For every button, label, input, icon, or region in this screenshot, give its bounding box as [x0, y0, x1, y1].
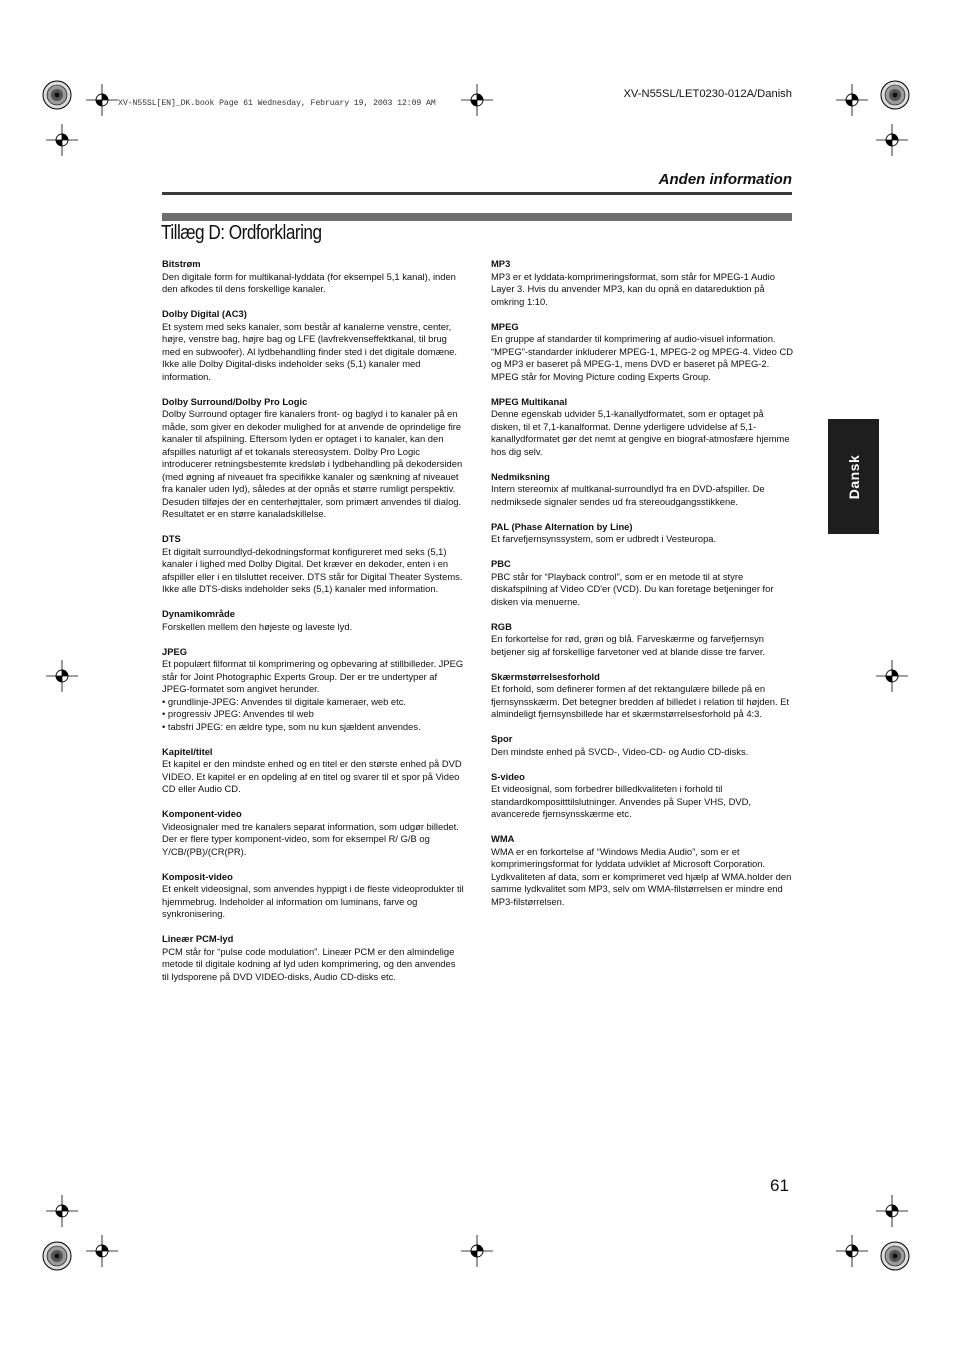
- language-tab-label: Dansk: [845, 454, 862, 499]
- glossary-entry-mpeg-multikanal: [491, 396, 793, 459]
- glossary-entry-s-video: [491, 771, 793, 821]
- glossary-term: Dynamikområde: [162, 608, 235, 619]
- glossary-entry-pbc: [491, 558, 793, 608]
- glossary-definition: Et kapitel er den mindste enhed og en titel er den største enhed på DVD VIDEO. Et kapitel er en opdeling af en titel og svarer til et spor på Video CD eller Audio CD.: [162, 758, 462, 794]
- crosshair-circle-icon: [836, 84, 868, 116]
- glossary-entry-bitstrom: [162, 258, 464, 296]
- glossary-entry-mpeg: [491, 321, 793, 384]
- glossary-term: MPEG: [491, 320, 519, 332]
- glossary-definition: PCM står for “pulse code modulation”. Lineær PCM er den almindelige metode til digitale kodning af lyd uden komprimering, og den anvendes til lydsporene på DVD VIDEO-disks, Audio CD-disks etc.: [162, 945, 456, 982]
- glossary-term: DTS: [162, 533, 181, 544]
- crosshair-circle-icon: [876, 1195, 908, 1227]
- glossary-entry-jpeg: [162, 646, 464, 734]
- glossary-entry-rgb: [491, 621, 793, 659]
- glossary-entry-dolby-surround: [162, 396, 464, 521]
- jpeg-type-list: [162, 696, 464, 734]
- crosshair-circle-icon: [86, 1235, 118, 1267]
- crosshair-circle-icon: [46, 1195, 78, 1227]
- glossary-term: Nedmiksning: [491, 470, 550, 482]
- registration-target-icon: [881, 81, 909, 109]
- crosshair-circle-icon: [836, 1235, 868, 1267]
- crosshair-circle-icon: [46, 124, 78, 156]
- registration-target-icon: [43, 81, 71, 109]
- crosshair-circle-icon: [876, 124, 908, 156]
- glossary-term: WMA: [491, 833, 515, 844]
- glossary-entry-kapitel-titel: [162, 746, 464, 796]
- registration-target-icon: [881, 1242, 909, 1270]
- section-title: Anden information: [658, 171, 792, 188]
- list-item: • tabsfri JPEG: en ældre type, som nu kun sjældent anvendes.: [162, 721, 464, 734]
- glossary-entry-dts: [162, 533, 464, 596]
- glossary-entry-komposit-video: [162, 871, 464, 921]
- glossary-term: Kapitel/titel: [162, 745, 213, 757]
- crosshair-circle-icon: [461, 84, 493, 116]
- glossary-definition: En forkortelse for rød, grøn og blå. Farveskærme og farvefjernsyn betjener sig af forskellige farvetoner ved at blande disse tre farver.: [491, 633, 766, 657]
- glossary-term: Komposit-video: [162, 870, 233, 882]
- glossary-definition: Et videosignal, som forbedrer billedkvaliteten i forhold til standardkompositttilslutninger. Anvendes på Super VHS, DVD, avancerede fjernsynsskærme etc.: [491, 783, 752, 819]
- page-title: Tillæg D: Ordforklaring: [161, 222, 322, 244]
- list-item: • grundlinje-JPEG: Anvendes til digitale kameraer, web etc.: [162, 696, 464, 709]
- glossary-definition: Denne egenskab udvider 5,1-kanallydformatet, som er optaget på disken, til et 7,1-kanalformat. Denne yderligere udvidelse af 5,1-kanallydformatet gør det nemt at gengive en biograf-atmosfære hjemme hos dig selv.: [491, 408, 790, 457]
- language-tab: [828, 419, 879, 534]
- glossary-definition: Den mindste enhed på SVCD-, Video-CD- og Audio CD-disks.: [491, 745, 749, 757]
- glossary-definition: En gruppe af standarder til komprimering af audio-visuel information. “MPEG”-standarder inkluderer MPEG-1, MPEG-2 og MPEG-4. Video CD og MP3 er baseret på MPEG-1, mens DVD er baseret på MPEG-2. MPEG står for Moving Picture coding Experts Group.: [491, 333, 794, 382]
- glossary-entry-spor: [491, 733, 793, 758]
- glossary-definition: PBC står for “Playback control”, som er en metode til at styre diskafspilning af Video CD'er (VCD). Du kan foretage betjeninger for disken via menuerne.: [491, 570, 774, 607]
- crosshair-circle-icon: [46, 660, 78, 692]
- glossary-term: PAL (Phase Alternation by Line): [491, 520, 633, 532]
- glossary-definition: Et farvefjernsynssystem, som er udbredt i Vesteuropa.: [491, 533, 717, 544]
- glossary-definition: Dolby Surround optager fire kanalers front- og baglyd i to kanaler på en måde, som giver en dekoder mulighed for at anvende de oprindelige fire kanaler til afspilning. Eftersom lyden er optaget i to kanaler, kan den afspilles naturligt af et tokanals stereosystem. Dolby Pro Logic introducerer retningsbestemte kredsløb i lydbehandling på dekodersiden (med øgning af niveauet fra specifikke kanaler og sænkning af niveauet fra kanaler uden lyd), således at der opnås et større rumligt perspektiv. Desuden tilføjes der en centerhøjttaler, som primært anvendes til dialog. Resultatet er en større kanaladskillelse.: [162, 408, 463, 519]
- glossary-term: Dolby Surround/Dolby Pro Logic: [162, 395, 308, 407]
- glossary-definition: MP3 er et lyddata-komprimeringsformat, som står for MPEG-1 Audio Layer 3. Hvis du anvender MP3, kan du opnå en datareduktion på omkring 1:10.: [491, 270, 775, 307]
- glossary-definition: Den digitale form for multikanal-lyddata (for eksempel 5,1 kanal), inden den afkodes til dens forskellige kanaler.: [162, 270, 456, 294]
- list-item: • progressiv JPEG: Anvendes til web: [162, 708, 464, 721]
- glossary-definition: Et digitalt surroundlyd-dekodningsformat konfigureret med seks (5,1) kanaler i lighed med Dolby Digital. Det kræver en dekoder, enten i en afspiller eller i en tilsluttet receiver. DTS står for Digital Theater Systems.: [162, 545, 463, 582]
- glossary-right-column: [491, 258, 793, 921]
- glossary-definition: Intern stereomix af multkanal-surroundlyd fra en DVD-afspiller. De nedmiksede signaler sendes ud fra stereoudgangsstikkene.: [491, 483, 765, 507]
- glossary-entry-nedmiksning: [491, 471, 793, 509]
- glossary-entry-dynamikomrade: [162, 608, 464, 633]
- glossary-entry-skaermstorrelsesforhold: [491, 671, 793, 721]
- glossary-definition: Et populært filformat til komprimering og opbevaring af stillbilleder. JPEG står for Joint Photographic Experts Group. Der er tre undertyper af JPEG-formatet som angivet herunder.: [162, 658, 464, 694]
- registration-target-icon: [43, 1242, 71, 1270]
- glossary-term: S-video: [491, 770, 525, 782]
- glossary-entry-dolby-digital: [162, 308, 464, 383]
- glossary-definition: Forskellen mellem den højeste og laveste lyd.: [162, 620, 353, 632]
- glossary-entry-pal: [491, 521, 793, 546]
- crosshair-circle-icon: [86, 84, 118, 116]
- glossary-term: Spor: [491, 733, 513, 744]
- header-rule: [162, 192, 792, 195]
- print-info-line: XV-N55SL[EN]_DK.book Page 61 Wednesday, February 19, 2003 12:09 AM: [118, 99, 436, 108]
- glossary-term: Bitstrøm: [162, 258, 201, 269]
- glossary-left-column: [162, 258, 464, 996]
- glossary-entry-linear-pcm: [162, 933, 464, 983]
- glossary-definition-note: Ikke alle DTS-disks indeholder seks (5,1) kanaler med information.: [162, 583, 439, 594]
- title-band: [162, 213, 792, 221]
- glossary-definition: Et enkelt videosignal, som anvendes hyppigt i de fleste videoprodukter til hjemmebrug. Indeholder al information om luminans, farve og synkronisering.: [162, 883, 464, 919]
- glossary-term: Dolby Digital (AC3): [162, 308, 247, 319]
- document-code: XV-N55SL/LET0230-012A/Danish: [623, 88, 792, 100]
- glossary-definition: Et system med seks kanaler, som består af kanalerne venstre, center, højre, venstre bag, højre bag og LFE (lavfrekvenseffektkanal, til brug med en subwoofer). Al lydbehandling finder sted i det digitale domæne. Ikke alle Dolby Digital-disks indeholder seks (5,1) kanaler med information.: [162, 320, 457, 382]
- glossary-term: Lineær PCM-lyd: [162, 933, 234, 944]
- glossary-term: Komponent-video: [162, 808, 242, 819]
- glossary-term: Skærmstørrelsesforhold: [491, 670, 600, 682]
- glossary-term: PBC: [491, 558, 511, 569]
- glossary-term: MP3: [491, 258, 511, 269]
- glossary-term: RGB: [491, 620, 512, 632]
- glossary-entry-wma: [491, 833, 793, 908]
- crosshair-circle-icon: [876, 660, 908, 692]
- glossary-term: MPEG Multikanal: [491, 395, 568, 407]
- glossary-entry-mp3: [491, 258, 793, 308]
- page-number: 61: [770, 1176, 789, 1195]
- glossary-definition: Videosignaler med tre kanalers separat information, som udgør billedet. Der er flere typer komponent-video, som for eksempel R/ G/B og Y/CB/(PB)/(CR(PR).: [162, 820, 459, 857]
- glossary-term: JPEG: [162, 645, 188, 657]
- glossary-definition: Et forhold, som definerer formen af det rektangulære billede på en fjernsynsskærm. Det betegner bredden af billedet i relation til højden. Et almindeligt fjernsynsbillede har et skærmstørrelsesforhold på 4:3.: [491, 683, 790, 719]
- glossary-entry-komponent-video: [162, 808, 464, 858]
- crosshair-circle-icon: [461, 1235, 493, 1267]
- glossary-definition: WMA er en forkortelse af “Windows Media Audio”, som er et komprimeringsformat for lyddata udviklet af Microsoft Corporation. Lydkvaliteten af data, som er komprimeret ved hjælp af WMA.holder den samme lydkvalitet som MP3, selv om WMA-filstørrelsen er mindre end MP3-filstørrelsen.: [491, 845, 792, 907]
